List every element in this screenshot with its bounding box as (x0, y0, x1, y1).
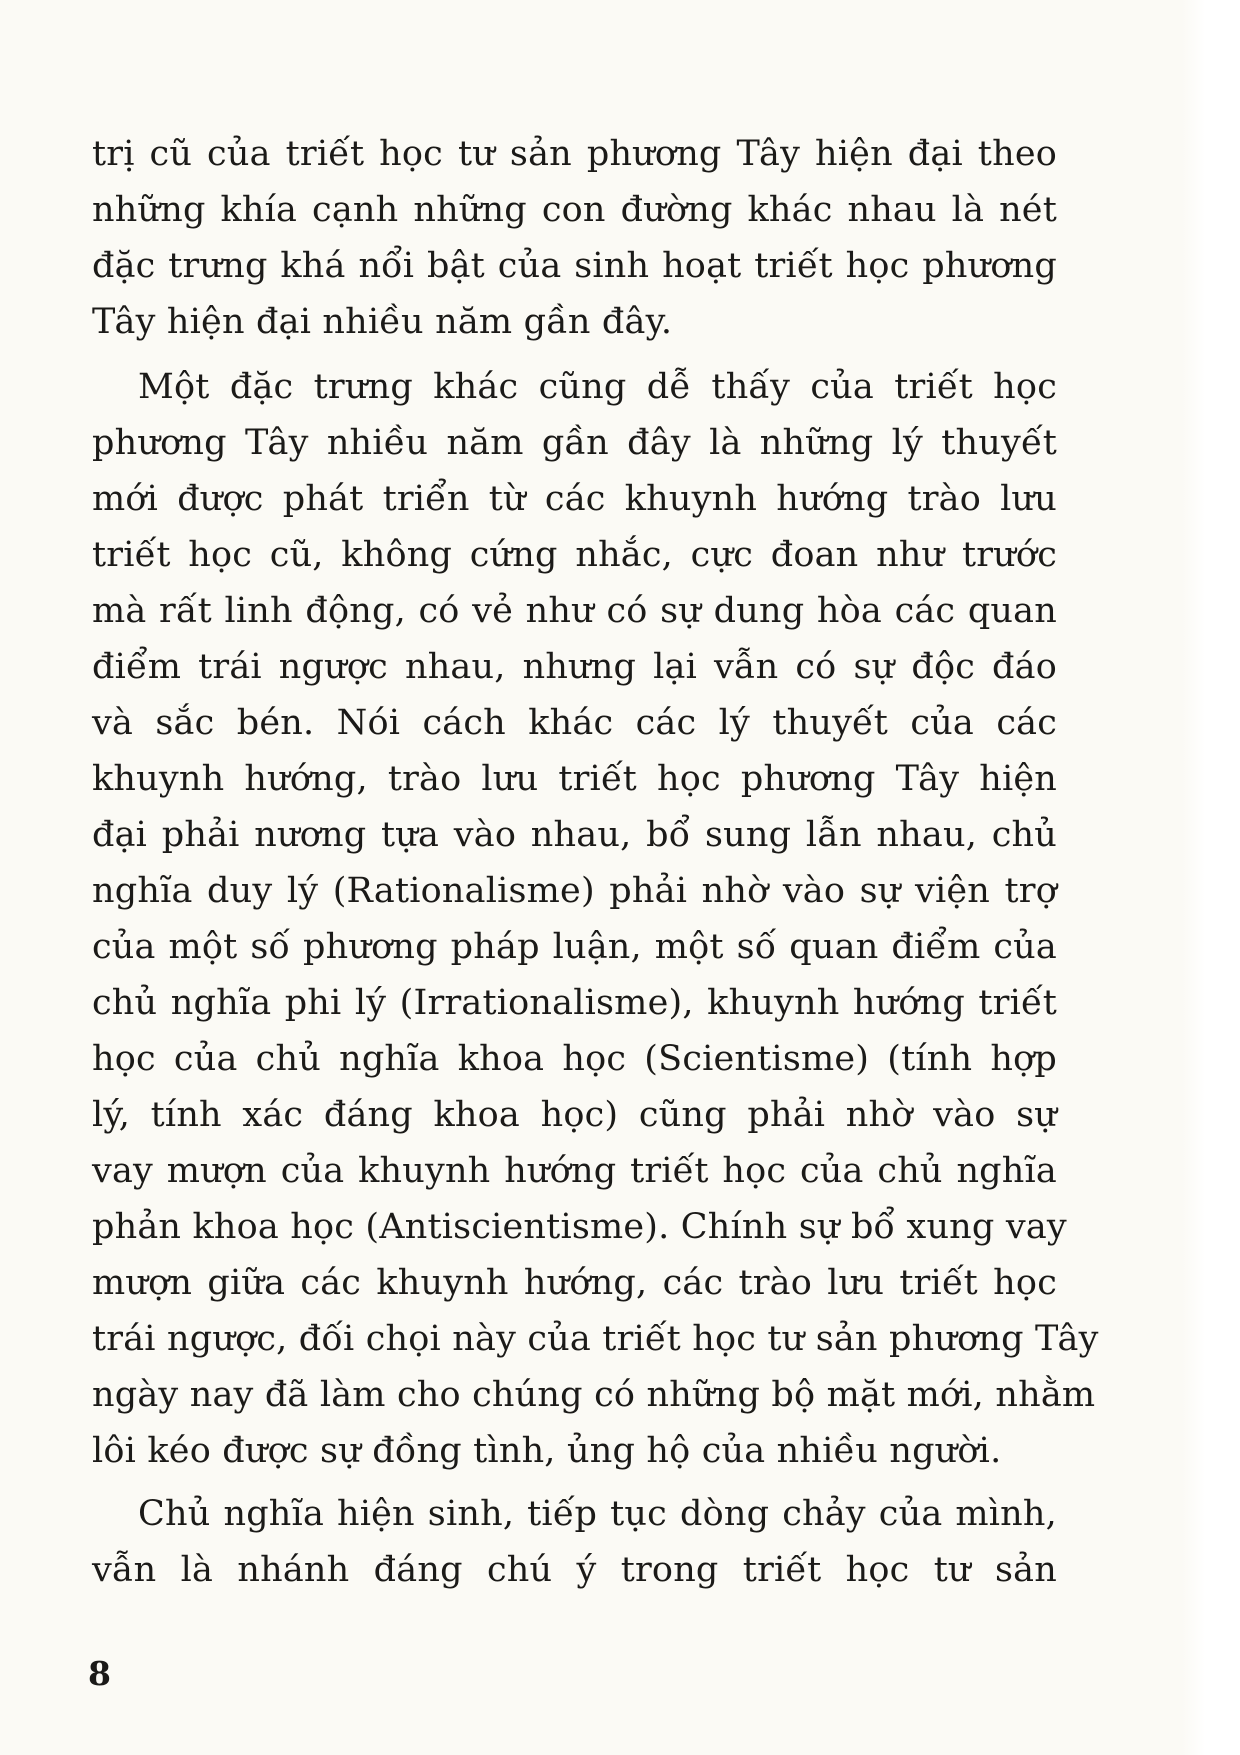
page-number: 8 (88, 1654, 111, 1693)
text-line: trị cũ của triết học tư sản phương Tây hiện đại theo (92, 134, 1057, 174)
text-line: ngày nay đã làm cho chúng có những bộ mặt mới, nhằm (92, 1375, 1096, 1415)
text-line: mới được phát triển từ các khuynh hướng trào lưu (92, 479, 1057, 519)
page-edge (1182, 0, 1240, 1755)
text-line: phản khoa học (Antiscientisme). Chính sự bổ xung vay (92, 1207, 1067, 1247)
text-line: đặc trưng khá nổi bật của sinh hoạt triết học phương (92, 246, 1057, 286)
text-line: vẫn là nhánh đáng chú ý trong triết học tư sản (92, 1550, 1057, 1590)
text-line: của một số phương pháp luận, một số quan điểm của (92, 927, 1057, 967)
text-line: triết học cũ, không cứng nhắc, cực đoan như trước (92, 535, 1057, 575)
text-line: trái ngược, đối chọi này của triết học tư sản phương Tây (92, 1319, 1099, 1359)
text-line: điểm trái ngược nhau, nhưng lại vẫn có sự độc đáo (92, 647, 1057, 687)
text-line: Một đặc trưng khác cũng dễ thấy của triết học (138, 367, 1057, 407)
text-line: những khía cạnh những con đường khác nhau là nét (92, 190, 1057, 230)
text-line: đại phải nương tựa vào nhau, bổ sung lẫn nhau, chủ (92, 815, 1057, 855)
text-line: Chủ nghĩa hiện sinh, tiếp tục dòng chảy của mình, (138, 1494, 1057, 1534)
text-line: khuynh hướng, trào lưu triết học phương Tây hiện (92, 759, 1057, 799)
text-line: lý, tính xác đáng khoa học) cũng phải nhờ vào sự (92, 1095, 1057, 1135)
text-line: Tây hiện đại nhiều năm gần đây. (92, 302, 673, 342)
text-line: nghĩa duy lý (Rationalisme) phải nhờ vào sự viện trợ (92, 871, 1057, 911)
text-line: lôi kéo được sự đồng tình, ủng hộ của nhiều người. (92, 1431, 1002, 1471)
text-line: mà rất linh động, có vẻ như có sự dung hòa các quan (92, 591, 1057, 631)
text-line: phương Tây nhiều năm gần đây là những lý thuyết (92, 423, 1057, 463)
text-line: mượn giữa các khuynh hướng, các trào lưu triết học (92, 1263, 1057, 1303)
text-line: vay mượn của khuynh hướng triết học của chủ nghĩa (92, 1151, 1057, 1191)
text-line: học của chủ nghĩa khoa học (Scientisme) (tính hợp (92, 1039, 1057, 1079)
text-line: và sắc bén. Nói cách khác các lý thuyết của các (92, 703, 1057, 743)
text-line: chủ nghĩa phi lý (Irrationalisme), khuynh hướng triết (92, 983, 1057, 1023)
